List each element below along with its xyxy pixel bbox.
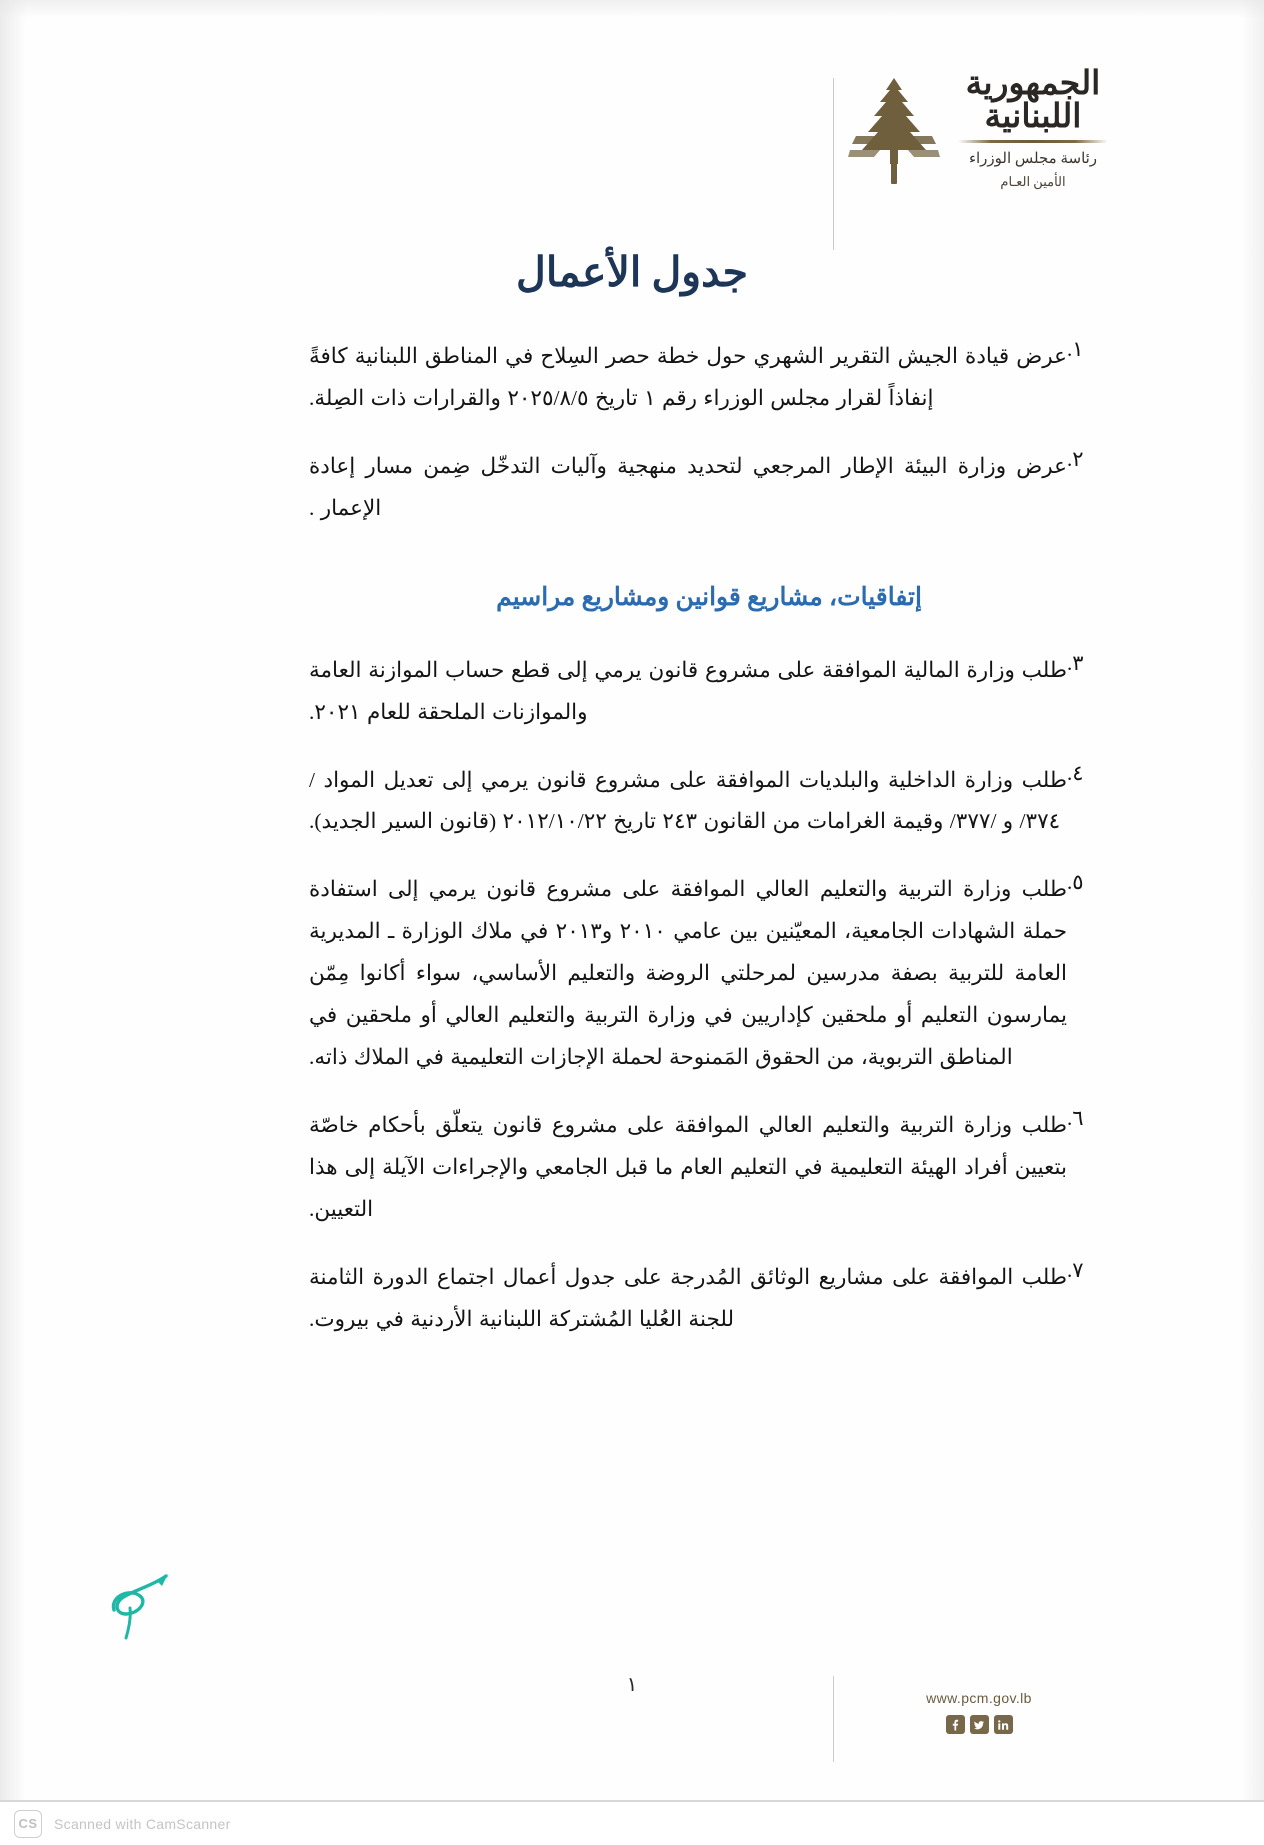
agenda-item-number: ٥. xyxy=(1067,870,1084,895)
agenda-item-text: طلب وزارة التربية والتعليم العالي الموافقة على مشروع قانون يرمي إلى استفادة حملة الشهادات الجامعية، المعيّنين بين عامي ٢٠١٠ و٢٠١٣ في ملاك الوزارة ـ المديرية العامة للتربية بصفة مدرسين لمرحلتي الروضة والتعليم الأساسي، سواء أكانوا مِمّن يمارسون التعليم أو ملحقين كإداريين في وزارة التربية والتعليم العالي أو ملحقين في المناطق التربوية، من الحقوق المَمنوحة لحملة الإجازات التعليمية في الملاك ذاته. xyxy=(309,877,1067,1070)
agenda-item xyxy=(309,760,1109,844)
footer-divider-rule xyxy=(833,1676,834,1762)
footer-contact-block xyxy=(854,1690,1104,1734)
camscanner-watermark-bar xyxy=(0,1800,1264,1845)
emblem-text-column xyxy=(952,63,1114,190)
page-title: جدول الأعمال xyxy=(516,249,748,295)
camscanner-logo-icon: CS xyxy=(14,1810,42,1838)
website-url[interactable]: www.pcm.gov.lb xyxy=(926,1690,1032,1706)
scan-edge-shadow-top xyxy=(0,0,1264,18)
letterhead xyxy=(0,58,1264,258)
emblem-republic-line-1: الجمهورية xyxy=(965,63,1101,102)
agenda-item-number: ١. xyxy=(1067,337,1084,361)
page-number: ١ xyxy=(626,1674,638,1696)
council-of-ministers-label: رئاسة مجلس الوزراء xyxy=(968,151,1098,168)
cedar-tree-icon xyxy=(846,74,942,186)
agenda-item xyxy=(309,446,1109,530)
agenda-item-text: عرض قيادة الجيش التقرير الشهري حول خطة حصر السِلاح في المناطق اللبنانية كافةً إنفاذاً لقرار مجلس الوزراء رقم ١ تاريخ ٢٠٢٥/٨/٥ والقرارات ذات الصِلة. xyxy=(309,344,1067,410)
agenda-item-text: طلب وزارة الداخلية والبلديات الموافقة على مشروع قانون يرمي إلى تعديل المواد /٣٧٤/ و /٣٧٧/ وقيمة الغرامات من القانون ٢٤٣ تاريخ ٢٠١٢/١٠/٢٢ (قانون السير الجديد). xyxy=(309,767,1067,834)
agenda-item-number: ٣. xyxy=(1067,650,1084,675)
agenda-item-number: ٦. xyxy=(1067,1105,1084,1130)
linkedin-icon[interactable] xyxy=(994,1715,1013,1734)
facebook-icon[interactable] xyxy=(946,1715,965,1734)
agenda-item-text: عرض وزارة البيئة الإطار المرجعي لتحديد منهجية وآليات التدخّل ضِمن مسار إعادة الإعمار . xyxy=(309,453,1067,520)
agenda-body xyxy=(309,336,1109,1367)
handwritten-signature-mark xyxy=(96,1552,216,1642)
agenda-item-text: طلب وزارة التربية والتعليم العالي الموافقة على مشروع قانون يتعلّق بأحكام خاصّة بتعيين أفراد الهيئة التعليمية في التعليم العام ما قبل الجامعي والإجراءات الآيلة إلى هذا التعيين. xyxy=(309,1112,1067,1221)
agenda-item-number: ٧. xyxy=(1067,1257,1084,1282)
section-heading-agreements: إتفاقيات، مشاريع قوانين ومشاريع مراسيم xyxy=(496,583,922,611)
agenda-item xyxy=(309,1257,1109,1341)
letterhead-divider-rule xyxy=(833,78,834,250)
agenda-item-number: ٤. xyxy=(1067,760,1084,785)
agenda-item-number: ٢. xyxy=(1067,446,1084,471)
agenda-item xyxy=(309,336,1109,420)
page-footer xyxy=(0,1664,1264,1784)
agenda-item xyxy=(309,869,1109,1079)
secretary-general-label: الأمين العـام xyxy=(1000,174,1066,190)
twitter-icon[interactable] xyxy=(970,1715,989,1734)
emblem-divider xyxy=(958,140,1108,143)
emblem-republic-line-2: اللبنانية xyxy=(984,95,1082,135)
republic-emblem xyxy=(846,63,1116,256)
camscanner-watermark-text: Scanned with CamScanner xyxy=(54,1815,231,1832)
social-links-row xyxy=(854,1715,1104,1734)
agenda-item xyxy=(309,650,1109,734)
agenda-item-text: طلب الموافقة على مشاريع الوثائق المُدرجة على جدول أعمال اجتماع الدورة الثامنة للجنة العُليا المُشتركة اللبنانية الأردنية في بيروت. xyxy=(309,1264,1067,1331)
agenda-item xyxy=(309,1105,1109,1231)
agenda-item-text: طلب وزارة المالية الموافقة على مشروع قانون يرمي إلى قطع حساب الموازنة العامة والموازنات الملحقة للعام ٢٠٢١. xyxy=(309,657,1067,724)
